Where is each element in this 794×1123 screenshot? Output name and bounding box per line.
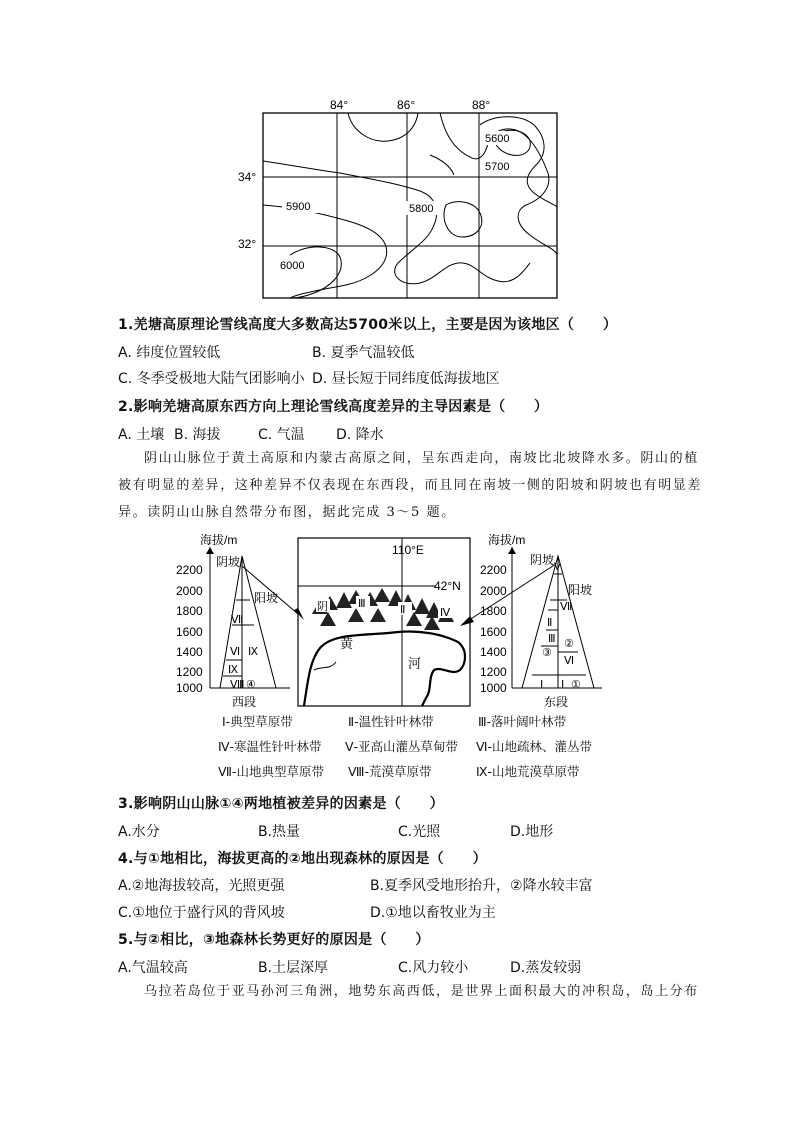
sunny-slope-label: 阳坡: [568, 583, 593, 597]
zone-label: Ⅱ: [547, 617, 553, 629]
question-2-stem: 2.影响羌塘高原东西方向上理论雪线高度差异的主导因素是（ ）: [118, 399, 549, 415]
question-5-option-d: D.蒸发较弱: [510, 960, 582, 976]
east-segment-label: 东段: [544, 695, 569, 709]
question-3-stem: 3.影响阴山山脉①④两地植被差异的因素是（ ）: [118, 796, 444, 812]
question-4-stem: 4.与①地相比，海拔更高的②地出现森林的原因是（ ）: [118, 851, 487, 867]
legend-item: Ⅶ-山地典型草原带: [218, 764, 325, 779]
lon-label: 84°: [330, 98, 349, 112]
contour-label: 5800: [409, 203, 434, 215]
east-profile: [460, 532, 602, 709]
latitude-label: 42°N: [434, 579, 461, 593]
lon-label: 86°: [397, 98, 416, 112]
zone-label: Ⅸ: [248, 646, 259, 658]
altitude-tick: 1000: [480, 681, 507, 695]
question-2-option-b: B. 海拔: [174, 427, 221, 443]
question-4-option-a: A.②地海拔较高，光照更强: [118, 878, 285, 894]
question-2-option-a: A. 土壤: [118, 427, 165, 443]
zone-label: Ⅵ: [564, 655, 575, 667]
shady-slope-label: 阴坡: [530, 553, 555, 567]
legend-item: Ⅰ-典型草原带: [222, 714, 293, 729]
contour-label: 5600: [485, 133, 510, 145]
zone-label: Ⅸ: [228, 664, 239, 676]
lat-label: 34°: [238, 170, 257, 184]
zone-label: Ⅶ: [231, 614, 244, 626]
question-5-stem: 5.与②相比，③地森林长势更好的原因是（ ）: [118, 932, 430, 948]
altitude-tick: 1200: [176, 665, 203, 679]
question-2-option-c: C. 气温: [258, 427, 305, 443]
question-5-option-b: B.土层深厚: [258, 960, 329, 976]
altitude-tick: 1200: [480, 665, 507, 679]
legend-item: Ⅱ-温性针叶林带: [348, 714, 434, 729]
legend-item: Ⅸ-山地荒漠草原带: [476, 764, 580, 779]
legend-item: Ⅷ-荒漠草原带: [348, 764, 432, 779]
altitude-axis-title: 海拔/m: [200, 533, 238, 547]
mountain-range: [312, 588, 454, 630]
altitude-tick: 2200: [176, 563, 203, 577]
question-1-option-a: A. 纬度位置较低: [118, 345, 221, 361]
altitude-tick: 1400: [480, 645, 507, 659]
legend-item: Ⅵ-山地疏林、灌丛带: [476, 739, 593, 754]
zone-label: Ⅲ: [548, 633, 556, 645]
altitude-tick: 2000: [480, 584, 507, 598]
question-4-option-c: C.①地位于盛行风的背风坡: [118, 905, 285, 921]
altitude-tick: 2000: [176, 584, 203, 598]
zone-label: Ⅵ: [230, 646, 241, 658]
river-label: 河: [408, 656, 422, 671]
legend-item: Ⅳ-寒温性针叶林带: [218, 739, 322, 754]
passage-line: 异。读阴山山脉自然带分布图，据此完成 3～5 题。: [118, 505, 456, 520]
question-5-option-c: C.风力较小: [398, 960, 469, 976]
question-1-option-c: C. 冬季受极地大陆气团影响小: [118, 371, 305, 387]
question-3-option-b: B.热量: [258, 824, 301, 840]
question-1-option-d: D. 昼长短于同纬度低海拔地区: [312, 371, 500, 387]
question-3-option-a: A.水分: [118, 824, 160, 840]
passage-yinshan: [118, 445, 703, 526]
altitude-tick: 1800: [480, 604, 507, 618]
lon-label: 88°: [472, 98, 491, 112]
legend-item: Ⅲ-落叶阔叶林带: [478, 714, 567, 729]
west-segment-label: 西段: [232, 695, 257, 709]
passage-marajo: [118, 978, 699, 1005]
yinshan-zone-figure: [170, 530, 610, 715]
contour-label: 6000: [280, 260, 305, 272]
snowline-contour-map: [230, 95, 570, 305]
altitude-tick: 1400: [176, 645, 203, 659]
map-mark: Ⅲ: [358, 598, 366, 610]
question-3-option-c: C.光照: [398, 824, 441, 840]
altitude-tick: 1000: [176, 681, 203, 695]
contour-label: 5700: [485, 161, 510, 173]
altitude-tick: 2200: [480, 563, 507, 577]
zone-label: Ⅶ: [560, 601, 573, 613]
question-4-option-d: D.①地以畜牧业为主: [370, 905, 496, 921]
legend-item: Ⅴ-亚高山灌丛草甸带: [345, 739, 459, 754]
map-mark: 阴: [317, 601, 328, 613]
question-2-option-d: D. 降水: [336, 427, 384, 443]
west-profile: [176, 532, 304, 709]
yellow-river: [304, 631, 465, 706]
map-mark: Ⅱ: [400, 604, 406, 616]
passage-line: 被有明显的差异，这种差异不仅表现在东西段，而且同在南坡一侧的阳坡和阴坡也有明显差: [118, 478, 703, 493]
lat-label: 32°: [238, 237, 257, 251]
question-1-option-b: B. 夏季气温较低: [312, 345, 415, 361]
contour-label: 5900: [286, 201, 311, 213]
question-1-stem: 1.羌塘高原理论雪线高度大多数高达5700米以上，主要是因为该地区（ ）: [118, 317, 618, 333]
zone-marker: ②: [564, 638, 574, 650]
altitude-tick: 1600: [480, 625, 507, 639]
question-4-option-b: B.夏季风受地形抬升，②降水较丰富: [370, 878, 593, 894]
altitude-axis-title: 海拔/m: [488, 533, 526, 547]
passage-line: 阴山山脉位于黄土高原和内蒙古高原之间，呈东西走向，南坡比北坡降水多。阴山的植: [144, 451, 699, 466]
zone-marker: ①: [571, 679, 581, 691]
zone-label: Ⅷ: [230, 679, 245, 691]
passage-line: 乌拉若岛位于亚马孙河三角洲，地势东高西低，是世界上面积最大的冲积岛，岛上分布: [144, 984, 699, 999]
altitude-tick: 1600: [176, 625, 203, 639]
longitude-label: 110°E: [392, 543, 424, 557]
shady-slope-label: 阴坡: [216, 555, 241, 569]
question-5-option-a: A.气温较高: [118, 960, 188, 976]
sunny-slope-label: 阳坡: [254, 591, 279, 605]
zone-marker: ④: [246, 679, 256, 691]
altitude-tick: 1800: [176, 604, 203, 618]
river-label: 黄: [340, 636, 354, 651]
zone-label: Ⅰ: [561, 679, 565, 691]
question-3-option-d: D.地形: [510, 824, 554, 840]
yinshan-location-map: [298, 538, 470, 706]
zone-label: Ⅰ: [540, 679, 544, 691]
zone-label: Ⅴ: [554, 562, 561, 573]
zone-marker: ③: [542, 647, 552, 659]
map-mark: Ⅳ: [440, 607, 451, 619]
